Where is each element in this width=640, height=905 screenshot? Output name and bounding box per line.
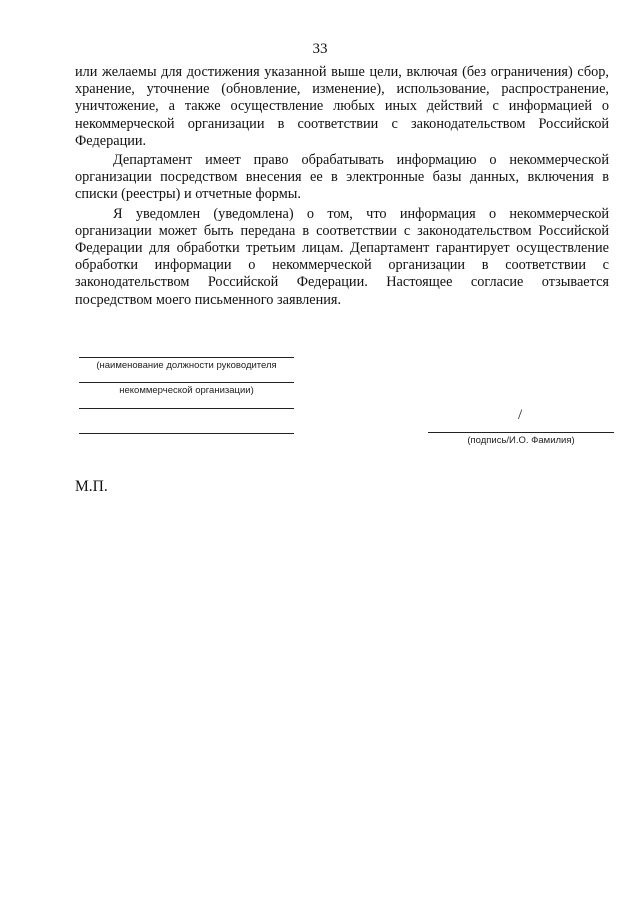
position-line-1 <box>79 357 294 358</box>
position-line-4 <box>79 433 294 434</box>
page-number: 33 <box>312 41 328 57</box>
paragraph-notification: Я уведомлен (уведомлена) о том, что информация о некоммерческой организации может быть передана в соответствии с законодательством Российской Федерации для обработки третьим лицам. Департамент гарантирует осуществление обработки информации о некоммерческой организации в соответствии с законодательством Российской Федерации. Настоящее согласие отзывается посредством моего письменного заявления. <box>75 205 609 308</box>
signature-caption: (подпись/И.О. Фамилия) <box>467 435 575 446</box>
paragraph-purpose: или желаемы для достижения указанной выше цели, включая (без ограничения) сбор, хранение, уточнение (обновление, изменение), использование, распространение, уничтожение, а также осуществление любых иных действий с информацией о некоммерческой организации в соответствии с законодательством Российской Федерации. <box>75 64 609 149</box>
position-line-3 <box>79 408 294 409</box>
paragraph-department-rights: Департамент имеет право обрабатывать информацию о некоммерческой организации посредством внесения ее в электронные базы данных, включения в списки (реестры) и отчетные формы. <box>75 152 609 203</box>
signature-line <box>428 432 614 433</box>
position-line-2 <box>79 382 294 383</box>
position-caption-1: (наименование должности руководителя <box>96 360 277 371</box>
position-caption-2: некоммерческой организации) <box>119 385 254 396</box>
stamp-label: М.П. <box>75 478 108 495</box>
signature-slash: / <box>518 407 523 423</box>
consent-text <box>75 64 609 311</box>
